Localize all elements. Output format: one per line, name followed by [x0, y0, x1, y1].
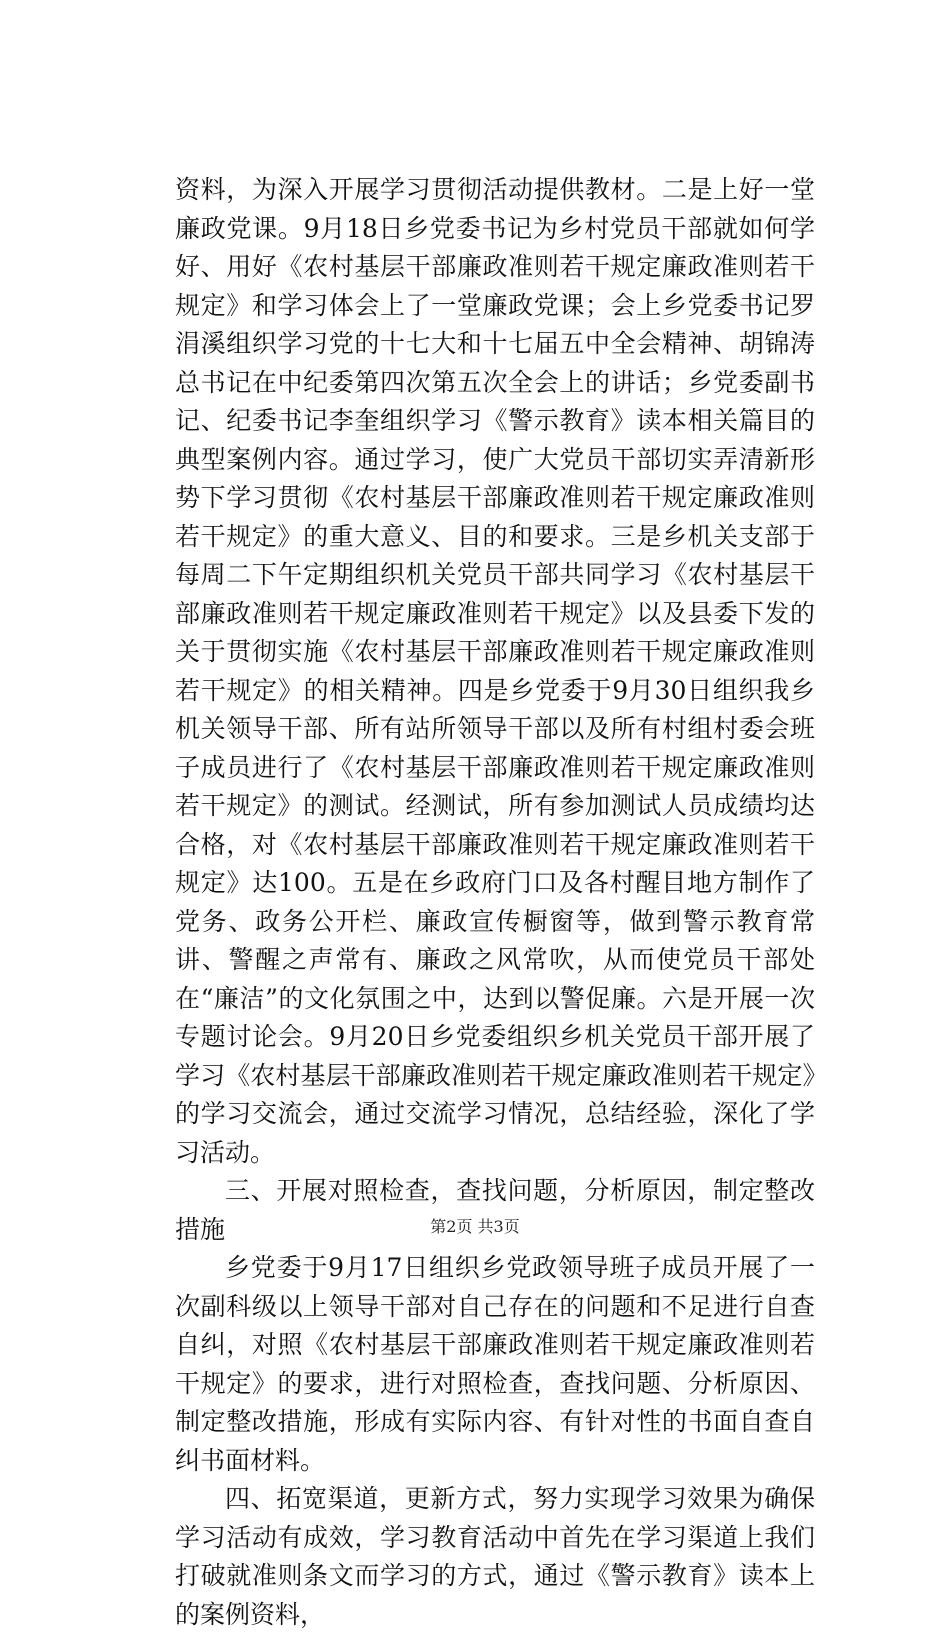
section-heading-three: 三、开展对照检查，查找问题，分析原因，制定整改措施 [175, 1176, 815, 1244]
paragraph-self-check: 乡党委于9月17日组织乡党政领导班子成员开展了一次副科级以上领导干部对自己存在的问题和不足进行自查自纠，对照《农村基层干部廉政准则若干规定廉政准则若干规定》的要求，进行对照检查，查找问题、分析原因、制定整改措施，形成有实际内容、有针对性的书面自查自纠书面材料。 [175, 1253, 815, 1475]
page-number-footer: 第2页 共3页 [430, 1217, 520, 1236]
section-heading-four: 四、拓宽渠道，更新方式，努力实现学习效果为确保学习活动有成效，学习教育活动中首先在学习渠道上我们打破就准则条文而学习的方式，通过《警示教育》读本上的案例资料， [175, 1484, 815, 1629]
document-body [175, 171, 815, 1634]
paragraph-continuation: 资料，为深入开展学习贯彻活动提供教材。二是上好一堂廉政党课。9月18日乡党委书记为乡村党员干部就如何学好、用好《农村基层干部廉政准则若干规定廉政准则若干规定》和学习体会上了一堂廉政党课；会上乡党委书记罗涓溪组织学习党的十七大和十七届五中全会精神、胡锦涛总书记在中纪委第四次第五次全会上的讲话；乡党委副书记、纪委书记李奎组织学习《警示教育》读本相关篇目的典型案例内容。通过学习，使广大党员干部切实弄清新形势下学习贯彻《农村基层干部廉政准则若干规定廉政准则若干规定》的重大意义、目的和要求。三是乡机关支部于每周二下午定期组织机关党员干部共同学习《农村基层干部廉政准则若干规定廉政准则若干规定》以及县委下发的关于贯彻实施《农村基层干部廉政准则若干规定廉政准则若干规定》的相关精神。四是乡党委于9月30日组织我乡机关领导干部、所有站所领导干部以及所有村组村委会班子成员进行了《农村基层干部廉政准则若干规定廉政准则若干规定》的测试。经测试，所有参加测试人员成绩均达合格，对《农村基层干部廉政准则若干规定廉政准则若干规定》达100。五是在乡政府门口及各村醒目地方制作了党务、政务公开栏、廉政宣传橱窗等，做到警示教育常讲、警醒之声常有、廉政之风常吹，从而使党员干部处在“廉洁”的文化氛围之中，达到以警促廉。六是开展一次专题讨论会。9月20日乡党委组织乡机关党员干部开展了学习《农村基层干部廉政准则若干规定廉政准则若干规定》的学习交流会，通过交流学习情况，总结经验，深化了学习活动。 [175, 175, 815, 1167]
